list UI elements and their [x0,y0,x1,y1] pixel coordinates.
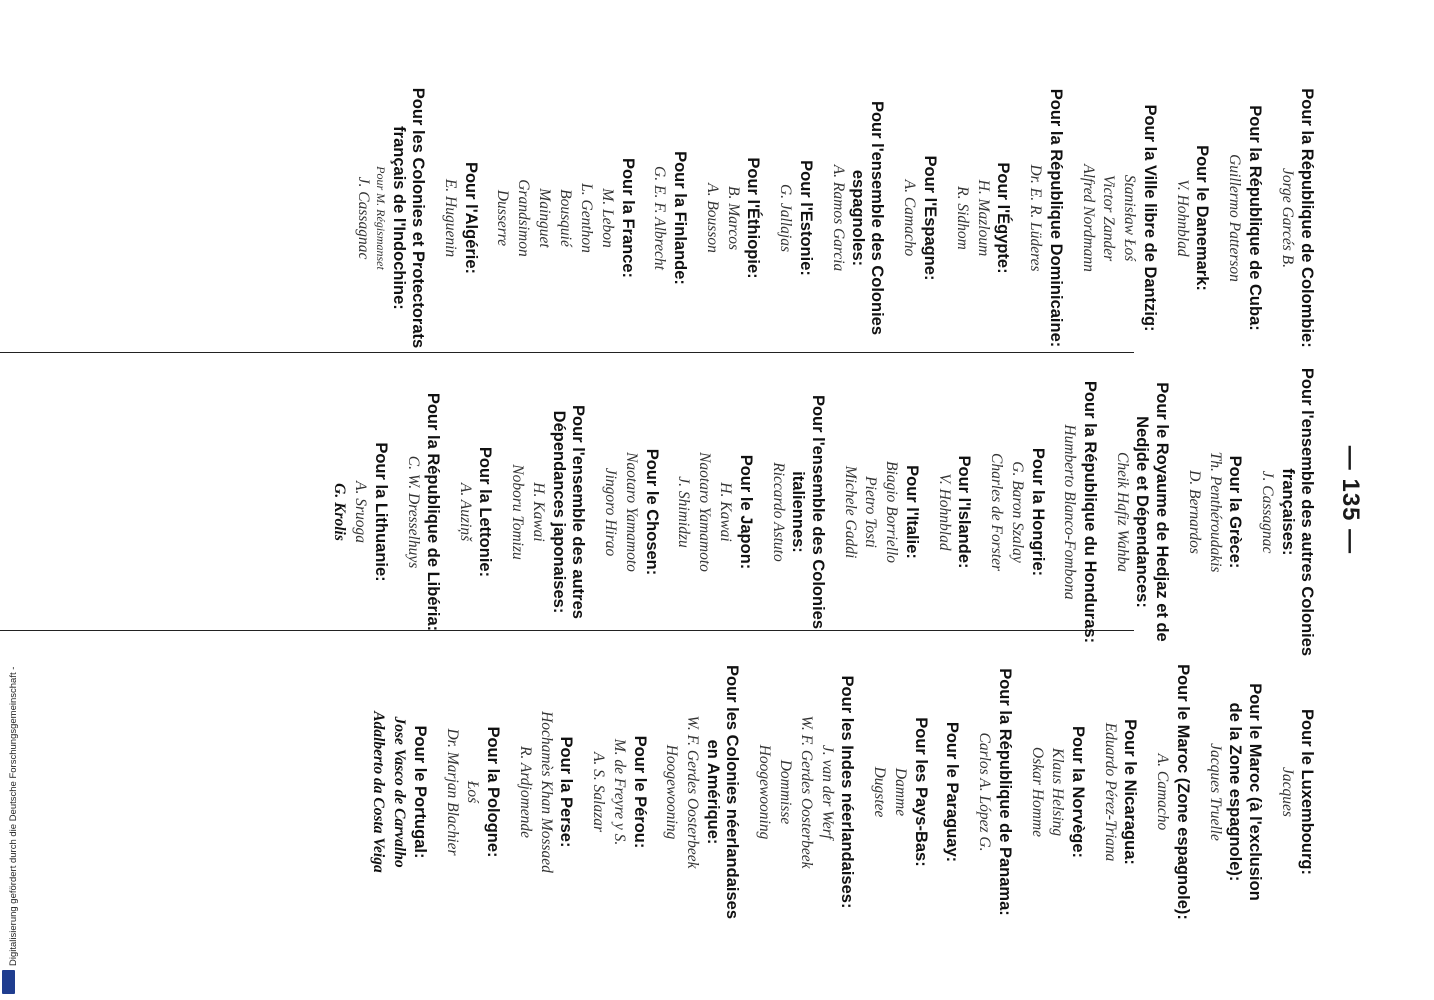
signatory-group [1151,642,1191,942]
signatory-name: Damme [892,767,910,817]
signatory-name: H. Mazloum [974,179,992,257]
signatory-name: Cheik Hafiz Wahba [1113,452,1131,572]
signatory-name: Naotaro Yamamoto [696,452,714,572]
country-heading: Pour le Portugal: [410,725,429,859]
signatory-name: Dommisse [777,759,795,825]
signatory-name: G. E. F. Albrecht [651,166,669,270]
signatory-group [352,68,427,368]
signatory-name: Grandsimon [515,179,533,257]
signatory-name: M. Lebon [599,188,617,248]
signatory-group [439,68,479,368]
signatory-name: Charles de Forster [988,453,1006,571]
signatory-name: C. W. Dresselhuys [404,455,422,569]
country-heading: Pour l'ensemble des Colonies [808,394,827,630]
country-heading: Pour l'ensemble des autres [569,405,588,619]
signatory-group [933,362,973,662]
signatory-group [1223,68,1263,368]
country-heading: Pour l'Égypte: [994,162,1013,274]
signatory-name: L. Genthon [578,183,596,253]
country-heading: italiennes: [789,471,808,553]
signatory-name: Oskar Homme [1028,747,1046,837]
signatory-name: Bousquié [557,189,575,247]
signatory-name: Riccardo Astuto [769,462,787,562]
signatory-name: Hochamès Khan Mossaed [537,711,555,873]
signatory-name: Jacques [1278,767,1296,817]
signatory-name: W. F. Gerdes Oosterbeek [798,715,816,869]
page-number: — 135 — [1337,445,1364,555]
signatory-group [985,362,1046,662]
signatory-group [1276,68,1316,368]
country-heading: Pour le Maroc (Zone espagnole): [1173,664,1192,920]
signatory-name: H. Kawai [717,482,735,542]
signatory-name: Jacques Truelle [1206,743,1224,841]
signatory-group [951,68,1012,368]
signatory-group [868,642,929,942]
signatory-name: J. Cassagnac [354,176,372,260]
country-heading: Pour le Royaume de Hedjaz et de [1152,382,1171,642]
signature-column-3 [355,642,1316,942]
country-heading: Pour l'Algérie: [461,161,480,275]
signatory-name: Adalberto da Costa Veiga [370,711,388,873]
country-heading: Pour la Lettonie: [476,446,495,578]
signatory-name: A. Sruoga [352,481,370,543]
country-heading: Pour le Pérou: [630,735,649,849]
country-heading: Pour la Norvège: [1068,725,1087,859]
country-heading: Pour la Pologne: [483,726,502,858]
signatory-group [839,362,921,662]
country-heading: Pour le Nicaragua: [1121,719,1140,865]
country-heading: Pour la Lithuanie: [371,442,390,582]
signatory-name: A. Camacho [1154,753,1172,831]
country-heading: de la Zone espagnole): [1226,702,1245,882]
signatory-name: J. Cassagnac [1259,470,1277,554]
signatory-name: Łoś [464,780,482,804]
signatory-group [673,362,755,662]
signatory-group [973,642,1013,942]
country-heading: Pour le Danemark: [1193,145,1212,291]
signatory-name: Eduardo Pérez-Triana [1101,722,1119,862]
signatory-name: Stanisław Łoś [1121,174,1139,262]
country-heading: Pour l'Islande: [955,455,974,569]
signatory-group [587,642,648,942]
signatory-group [899,68,939,368]
signatory-name: Mainguet [536,188,554,248]
country-heading: Pour la République de Libéria: [424,392,443,632]
signatory-name: Dr. Marjan Blachier [443,728,461,856]
country-heading: Pour le Chosen: [642,448,661,576]
country-heading: Pour les Pays-Bas: [911,717,930,867]
signatory-name: D. Bernardos [1185,470,1203,554]
signatory-name: J. van der Werf [819,744,837,840]
signatory-name: G. Baron Szalay [1009,461,1027,563]
signatory-name: Jingoro Hirao [602,467,620,557]
signatory-group [1024,68,1064,368]
signatory-name: G. Jallajas [777,183,795,253]
signatory-name: Carlos A. López G. [976,732,994,852]
signatory-name: Pour M. Régismanset [374,166,389,270]
signatory-group [328,362,389,662]
signatory-name: V. Hohnblad [935,473,953,551]
signatory-group [774,68,814,368]
signatory-group [661,642,742,942]
country-heading: Pour la République de Colombie: [1298,88,1316,348]
country-heading: Pour les Colonies néerlandaises [723,664,742,919]
country-heading: Pour l'ensemble des Colonies [868,100,887,336]
signatory-group [514,642,575,942]
signatory-name: A. Bousson [703,183,721,253]
country-heading: Pour les Colonies et Protectorats [409,87,428,349]
signatory-name: Jose Vasco de Carvalho [391,716,409,868]
country-heading: en Amérique: [703,739,722,845]
signatory-group [441,642,502,942]
country-heading: Pour l'Éthiopie: [744,157,763,279]
signatory-name: E. Huguenin [442,178,460,258]
signatory-name: Alfred Nordmann [1079,164,1097,272]
signatory-group [1256,362,1316,662]
signatory-name: Hoogewooning [663,744,681,840]
signatory-name: Noboru Tomizu [509,464,527,560]
signatory-group [1059,362,1099,662]
signatory-group [1026,642,1087,942]
signatory-name: H. Kawai [530,482,548,542]
country-heading: Pour la Hongrie: [1028,447,1047,577]
country-heading: françaises: [1278,468,1297,556]
signatory-name: Guillermo Patterson [1226,154,1244,282]
signatory-name: Klaus Helsing [1049,747,1067,837]
signatory-name: A. Auziņš [456,482,474,542]
signatory-group [1077,68,1159,368]
country-heading: français de l'Indochine: [389,126,408,310]
country-heading: Dépendances japonaises: [549,410,568,614]
signatory-group [506,362,587,662]
country-heading: Pour le Maroc (à l'exclusion [1245,683,1264,901]
country-heading: Nedjde et Dépendances: [1133,416,1152,608]
country-heading: espagnoles: [849,169,868,267]
country-heading: Pour la Perse: [557,736,576,848]
signatory-group [599,362,660,662]
signatory-name: Hoogewooning [756,744,774,840]
country-heading: Pour la Ville libre de Dantzig: [1140,104,1159,332]
signatory-name: Dusserre [494,189,512,247]
country-heading: Pour la République Dominicaine: [1046,88,1065,348]
signatory-name: V. Hohnblad [1173,179,1191,257]
country-heading: Pour le Japon: [736,454,755,570]
signatory-group [649,68,689,368]
signatory-group [942,642,961,942]
signatory-group [1171,68,1211,368]
signatory-name: R. Sidhom [953,186,971,250]
signatory-name: A. Camacho [901,179,919,257]
signatory-name: Th. Penthéroudakis [1206,451,1224,573]
signatory-name: Humberto Blanco-Fombona [1061,424,1079,600]
country-heading: Pour la Finlande: [670,151,689,285]
country-heading: Pour la République du Honduras: [1080,380,1099,644]
signatory-name: Dr. E. R. Lüderes [1027,164,1045,272]
signatory-group [753,642,856,942]
signatory-group [492,68,637,368]
country-heading: Pour la Grèce: [1226,455,1245,569]
signature-column-1 [340,68,1316,368]
signatory-group [701,68,762,368]
signatory-group [454,362,494,662]
signature-column-2 [316,362,1316,662]
signatory-group [827,68,887,368]
signatory-name: M. de Freyre y S. [611,738,629,846]
dfg-funding-note: Digitalisierung gefördert durch die Deutsche Forschungsgemeinschaft - [8,666,19,966]
signatory-name: Biagio Borriello [883,460,901,564]
country-heading: Pour la République de Cuba: [1245,105,1264,331]
signatory-name: B. Marcos [724,186,742,250]
signatory-name: R. Ardjomende [516,745,534,839]
signatory-name: W. F. Gerdes Oosterbeek [684,715,702,869]
country-heading: Pour le Luxembourg: [1298,709,1316,875]
signatory-name: Pietro Tosti [862,476,880,548]
signatory-group [1099,642,1139,942]
country-heading: Pour l'Estonie: [796,160,815,276]
signatory-name: Jorge Garcés B. [1278,167,1296,268]
country-heading: Pour l'Italie: [902,465,921,559]
signatory-group [1276,642,1316,942]
signatory-group [1111,362,1171,662]
signatory-group [1183,362,1244,662]
country-heading: Pour la République de Panama: [995,668,1014,916]
signatory-name: G. Krolis [331,483,349,541]
signatory-name: A. S. Salazar [590,751,608,833]
country-heading: Pour le Paraguay: [943,721,962,863]
signatory-group [1204,642,1264,942]
signatory-name: Dugstee [871,766,889,818]
country-heading: Pour la France: [618,157,637,279]
signatory-name: Victor Zander [1100,174,1118,262]
signatory-group [767,362,827,662]
signatory-group [367,642,428,942]
country-heading: Pour l'ensemble des autres Colonies [1298,367,1316,657]
dfg-logo-icon [2,970,15,994]
signatory-name: Michele Gaddi [841,465,859,559]
country-heading: Pour l'Espagne: [920,155,939,281]
signatory-name: A. Ramos Garcia [829,164,847,272]
signatory-name: Naotaro Yamamoto [623,452,641,572]
signatory-group [402,362,442,662]
signatory-name: J. Shimidzu [675,476,693,548]
country-heading: Pour les Indes néerlandaises: [838,675,857,909]
